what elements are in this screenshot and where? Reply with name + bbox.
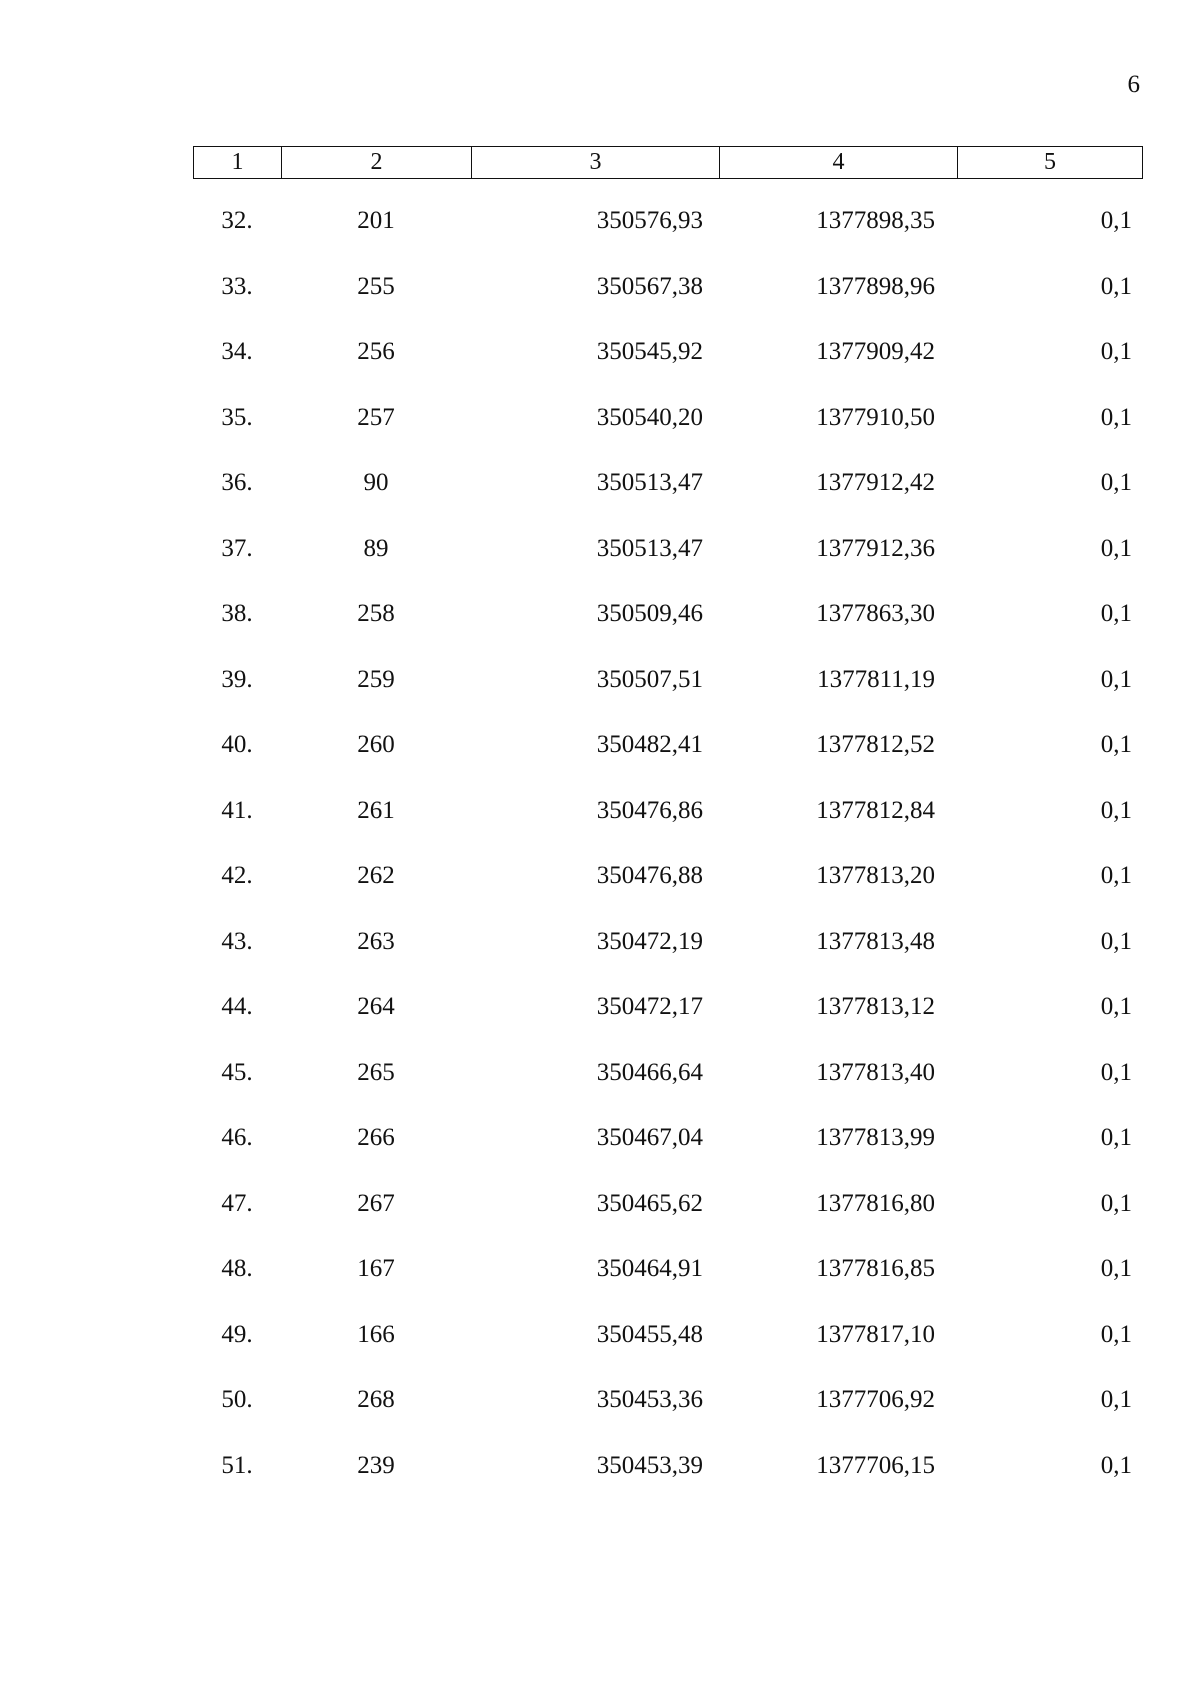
cell-accuracy: 0,1 (1100, 665, 1132, 693)
cell-coordinate-x: 350509,46 (596, 600, 703, 627)
cell-point-id: 262 (357, 862, 395, 889)
cell-accuracy: 0,1 (1100, 927, 1132, 955)
cell-coordinate-y: 1377912,36 (816, 534, 935, 562)
table-row (193, 917, 1143, 983)
cell-row-number: 45. (221, 1058, 253, 1086)
cell-point-id: 266 (357, 1124, 395, 1151)
table-row (193, 720, 1143, 786)
table-row (193, 786, 1143, 852)
cell-coordinate-x: 350567,38 (596, 272, 703, 300)
cell-coordinate-x: 350513,47 (596, 534, 703, 562)
cell-row-number: 34. (221, 338, 253, 365)
cell-coordinate-y: 1377813,40 (816, 1058, 935, 1086)
cell-point-id: 255 (357, 272, 395, 300)
cell-coordinate-x: 350545,92 (596, 338, 703, 365)
cell-point-id: 167 (357, 1255, 395, 1282)
cell-row-number: 48. (221, 1255, 253, 1282)
cell-accuracy: 0,1 (1100, 338, 1132, 365)
table-row (193, 458, 1143, 524)
cell-coordinate-x: 350467,04 (596, 1124, 703, 1151)
cell-coordinate-x: 350453,36 (596, 1386, 703, 1413)
column-header-1: 1 (194, 147, 282, 178)
cell-coordinate-y: 1377706,15 (816, 1451, 935, 1479)
cell-coordinate-x: 350576,93 (596, 207, 703, 234)
cell-accuracy: 0,1 (1100, 600, 1132, 627)
cell-coordinate-y: 1377816,85 (816, 1255, 935, 1282)
cell-accuracy: 0,1 (1100, 1386, 1132, 1413)
table-row (193, 655, 1143, 721)
cell-row-number: 44. (221, 993, 253, 1020)
table-row (193, 589, 1143, 655)
table-row (193, 1179, 1143, 1245)
table-row (193, 851, 1143, 917)
cell-coordinate-x: 350466,64 (596, 1058, 703, 1086)
column-header-2: 2 (282, 147, 472, 178)
cell-point-id: 260 (357, 731, 395, 758)
cell-row-number: 46. (221, 1124, 253, 1151)
cell-accuracy: 0,1 (1100, 731, 1132, 758)
cell-row-number: 51. (221, 1451, 253, 1479)
cell-point-id: 261 (357, 796, 395, 824)
cell-row-number: 32. (221, 207, 253, 234)
cell-point-id: 257 (357, 403, 395, 431)
cell-accuracy: 0,1 (1100, 403, 1132, 431)
table-row (193, 262, 1143, 328)
cell-point-id: 90 (363, 469, 389, 496)
cell-coordinate-x: 350453,39 (596, 1451, 703, 1479)
cell-row-number: 47. (221, 1189, 253, 1217)
table-row (193, 1048, 1143, 1114)
cell-accuracy: 0,1 (1100, 862, 1132, 889)
cell-row-number: 36. (221, 469, 253, 496)
cell-coordinate-x: 350507,51 (596, 665, 703, 693)
cell-coordinate-y: 1377812,84 (816, 796, 935, 824)
cell-row-number: 49. (221, 1320, 253, 1348)
cell-point-id: 259 (357, 665, 395, 693)
cell-row-number: 50. (221, 1386, 253, 1413)
cell-coordinate-y: 1377813,48 (816, 927, 935, 955)
cell-point-id: 265 (357, 1058, 395, 1086)
cell-coordinate-x: 350482,41 (596, 731, 703, 758)
table-row (193, 1441, 1143, 1507)
table-row (193, 196, 1143, 262)
cell-coordinate-y: 1377813,99 (816, 1124, 935, 1151)
table-row (193, 982, 1143, 1048)
cell-coordinate-y: 1377863,30 (816, 600, 935, 627)
cell-coordinate-x: 350455,48 (596, 1320, 703, 1348)
cell-accuracy: 0,1 (1100, 1255, 1132, 1282)
cell-accuracy: 0,1 (1100, 207, 1132, 234)
cell-point-id: 89 (363, 534, 389, 562)
cell-coordinate-y: 1377816,80 (816, 1189, 935, 1217)
cell-coordinate-y: 1377811,19 (817, 665, 935, 693)
cell-accuracy: 0,1 (1100, 534, 1132, 562)
cell-coordinate-y: 1377706,92 (816, 1386, 935, 1413)
cell-row-number: 40. (221, 731, 253, 758)
coordinate-table-body (193, 196, 1143, 1506)
table-row (193, 1375, 1143, 1441)
cell-coordinate-y: 1377910,50 (816, 403, 935, 431)
cell-row-number: 37. (221, 534, 253, 562)
cell-coordinate-y: 1377813,20 (816, 862, 935, 889)
cell-accuracy: 0,1 (1100, 1124, 1132, 1151)
cell-accuracy: 0,1 (1100, 993, 1132, 1020)
cell-coordinate-y: 1377909,42 (816, 338, 935, 365)
table-row (193, 327, 1143, 393)
cell-coordinate-x: 350465,62 (596, 1189, 703, 1217)
cell-accuracy: 0,1 (1100, 1058, 1132, 1086)
cell-coordinate-x: 350464,91 (596, 1255, 703, 1282)
cell-point-id: 263 (357, 927, 395, 955)
cell-point-id: 256 (357, 338, 395, 365)
cell-accuracy: 0,1 (1100, 1451, 1132, 1479)
cell-point-id: 239 (357, 1451, 395, 1479)
cell-accuracy: 0,1 (1100, 1189, 1132, 1217)
page-number: 6 (1127, 71, 1140, 98)
cell-row-number: 41. (221, 796, 253, 824)
cell-row-number: 42. (221, 862, 253, 889)
cell-accuracy: 0,1 (1100, 272, 1132, 300)
cell-row-number: 38. (221, 600, 253, 627)
column-header-3: 3 (472, 147, 720, 178)
cell-point-id: 166 (357, 1320, 395, 1348)
cell-point-id: 264 (357, 993, 395, 1020)
cell-coordinate-x: 350472,19 (596, 927, 703, 955)
cell-accuracy: 0,1 (1100, 796, 1132, 824)
column-header-row (193, 146, 1143, 179)
cell-point-id: 201 (357, 207, 395, 234)
cell-point-id: 268 (357, 1386, 395, 1413)
cell-coordinate-x: 350472,17 (596, 993, 703, 1020)
cell-coordinate-y: 1377813,12 (816, 993, 935, 1020)
cell-row-number: 35. (221, 403, 253, 431)
table-row (193, 524, 1143, 590)
cell-coordinate-x: 350540,20 (596, 403, 703, 431)
cell-row-number: 43. (221, 927, 253, 955)
table-row (193, 1310, 1143, 1376)
table-row (193, 1113, 1143, 1179)
cell-coordinate-x: 350513,47 (596, 469, 703, 496)
cell-accuracy: 0,1 (1100, 1320, 1132, 1348)
cell-coordinate-x: 350476,86 (596, 796, 703, 824)
cell-coordinate-y: 1377912,42 (816, 469, 935, 496)
cell-coordinate-y: 1377898,96 (816, 272, 935, 300)
cell-coordinate-y: 1377898,35 (816, 207, 935, 234)
cell-coordinate-y: 1377812,52 (816, 731, 935, 758)
cell-row-number: 33. (221, 272, 253, 300)
cell-accuracy: 0,1 (1100, 469, 1132, 496)
cell-coordinate-y: 1377817,10 (816, 1320, 935, 1348)
column-header-5: 5 (1044, 149, 1056, 175)
table-row (193, 393, 1143, 459)
cell-point-id: 258 (357, 600, 395, 627)
cell-row-number: 39. (221, 665, 253, 693)
cell-coordinate-x: 350476,88 (596, 862, 703, 889)
table-row (193, 1244, 1143, 1310)
cell-point-id: 267 (357, 1189, 395, 1217)
column-header-4: 4 (720, 147, 958, 178)
